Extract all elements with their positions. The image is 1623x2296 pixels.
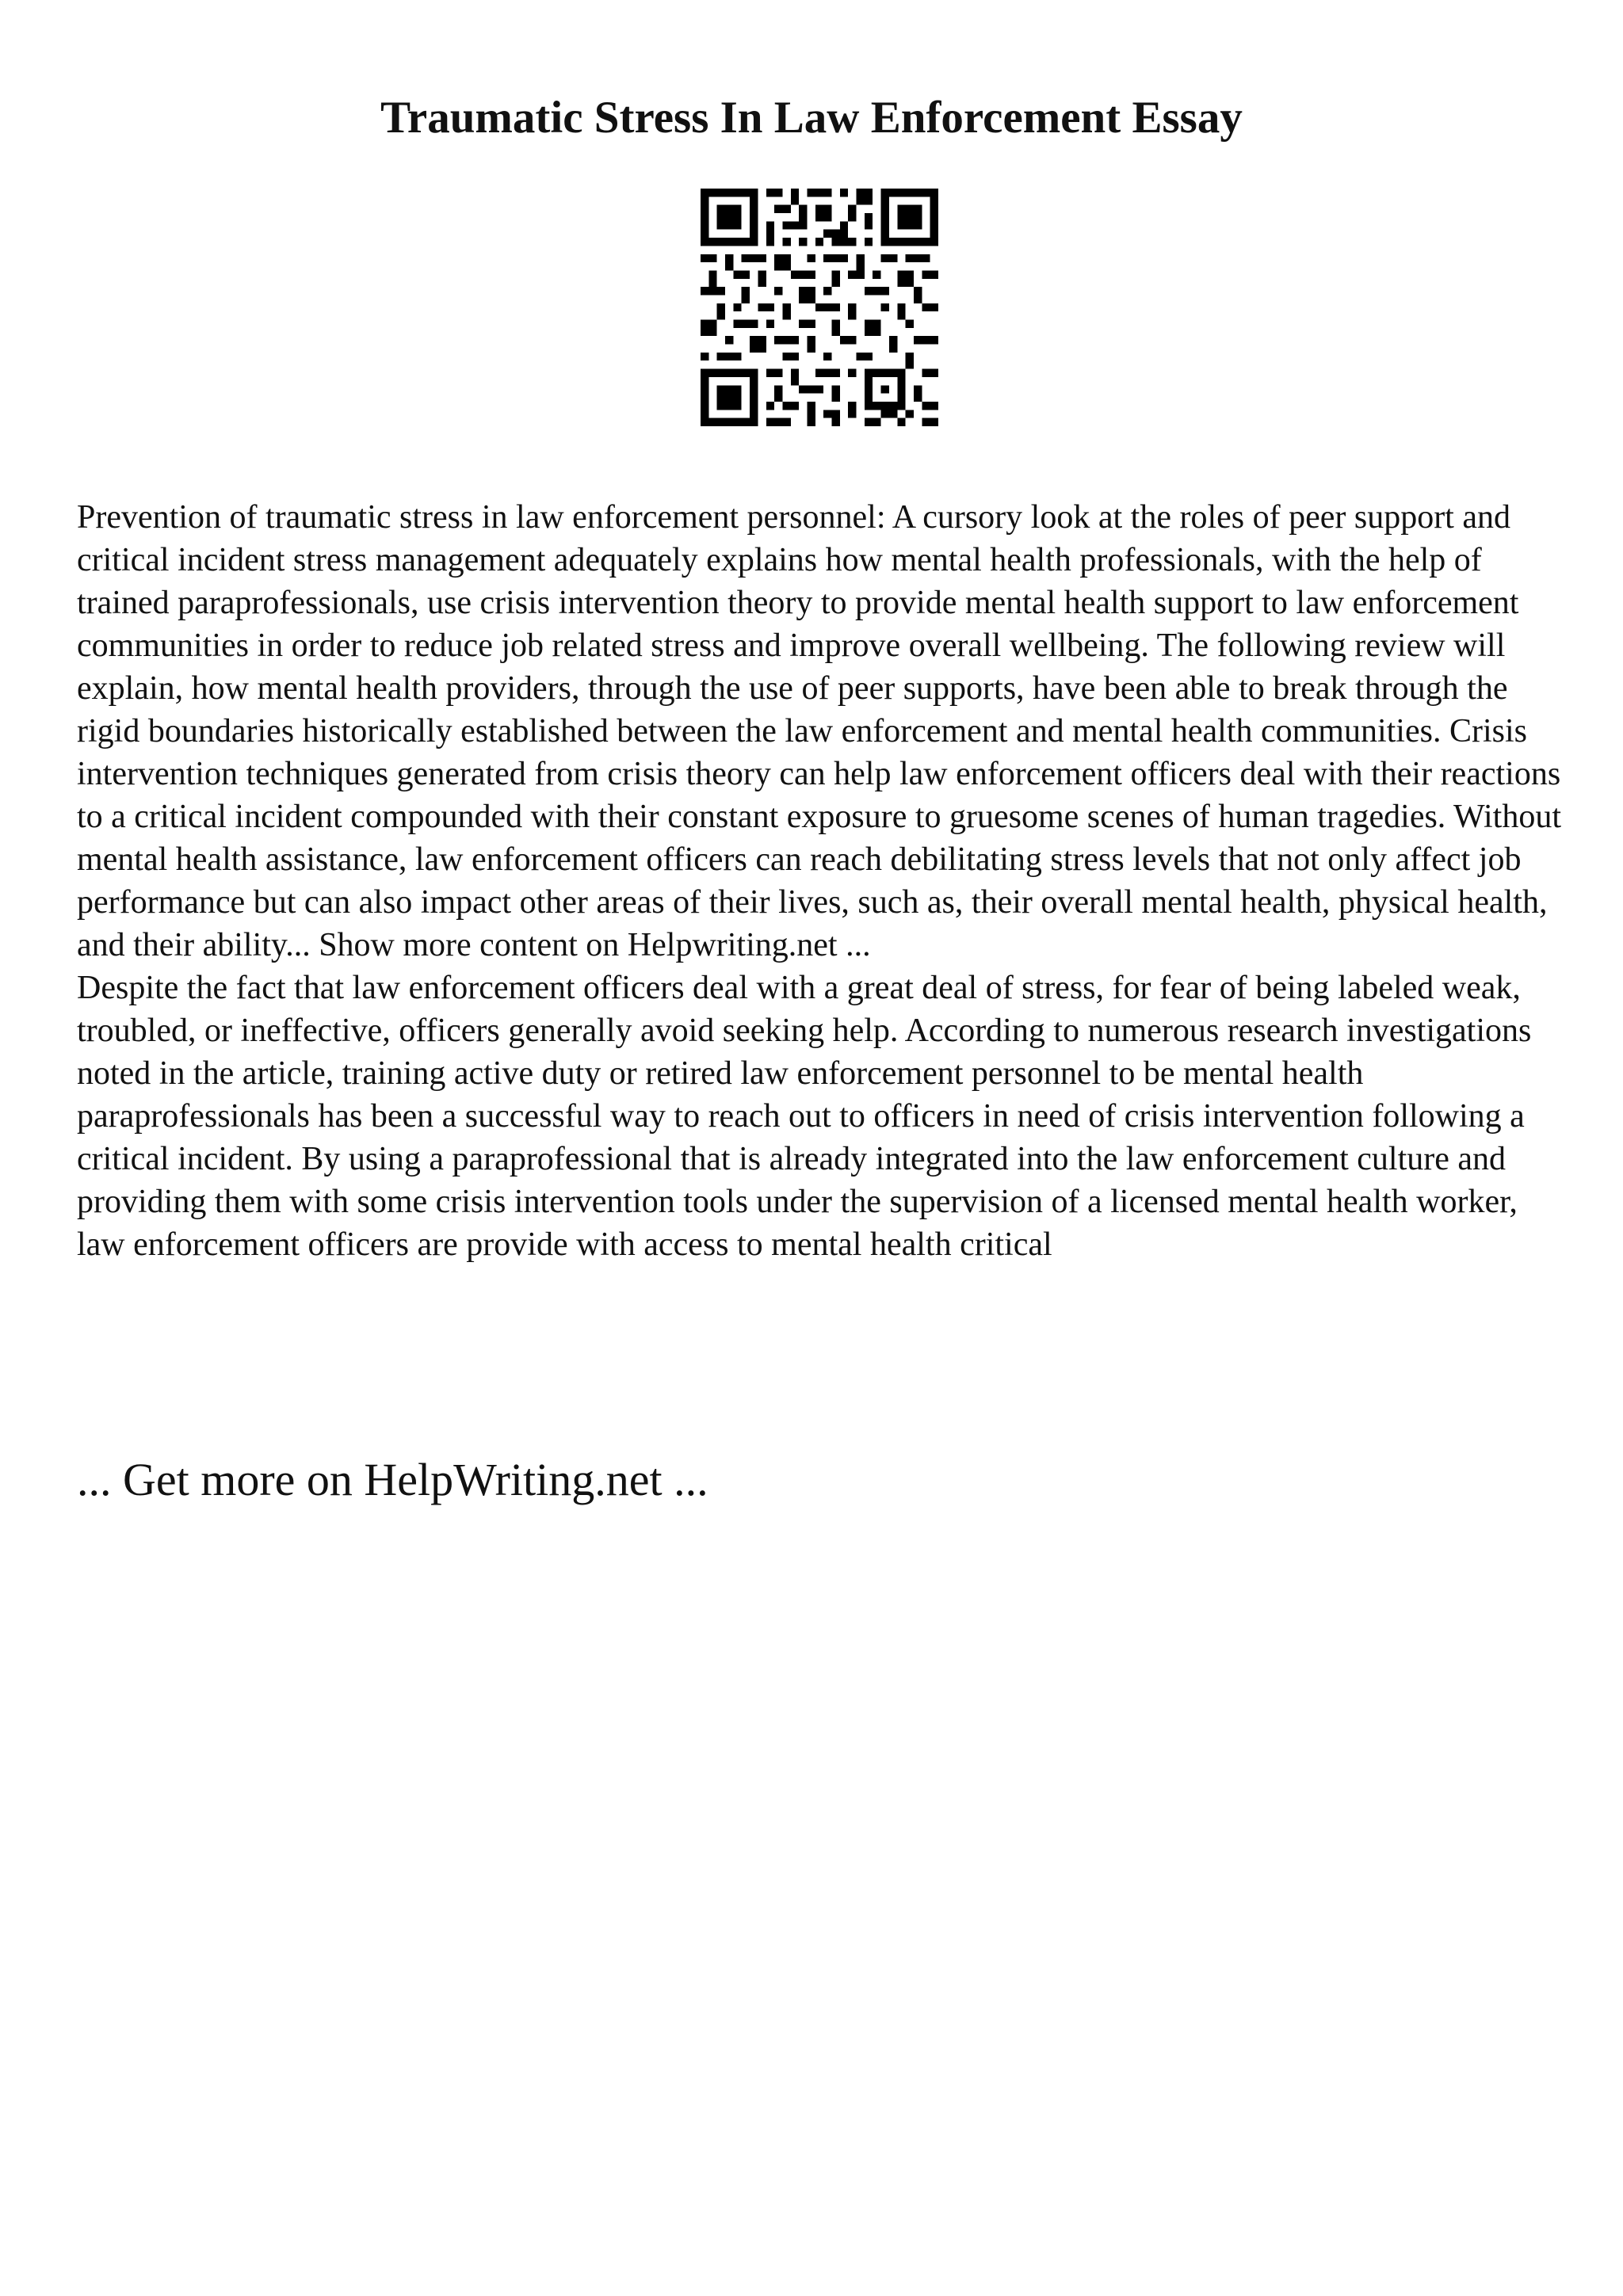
- essay-body: [77, 496, 1567, 1266]
- paragraph-1: Prevention of traumatic stress in law enforcement personnel: A cursory look at the roles of peer support and critical incident stress management adequately explains how mental health professionals, with the help of trained paraprofessionals, use crisis intervention theory to provide mental health support to law enforcement communities in order to reduce job related stress and improve overall wellbeing. The following review will explain, how mental health providers, through the use of peer supports, have been able to break through the rigid boundaries historically established between the law enforcement and mental health communities. Crisis intervention techniques generated from crisis theory can help law enforcement officers deal with their reactions to a critical incident compounded with their constant exposure to gruesome scenes of human tragedies. Without mental health assistance, law enforcement officers can reach debilitating stress levels that not only affect job performance but can also impact other areas of their lives, such as, their overall mental health, physical health, and their ability... Show more content on Helpwriting.net ...: [77, 499, 1562, 963]
- paragraph-2: Despite the fact that law enforcement officers deal with a great deal of stress, for fear of being labeled weak, troubled, or ineffective, officers generally avoid seeking help. According to numerous research investigations noted in the article, training active duty or retired law enforcement personnel to be mental health paraprofessionals has been a successful way to reach out to officers in need of crisis intervention following a critical incident. By using a paraprofessional that is already integrated into the law enforcement culture and providing them with some crisis intervention tools under the supervision of a licensed mental health worker, law enforcement officers are provide with access to mental health critical: [77, 970, 1532, 1263]
- qr-code-icon[interactable]: [701, 189, 938, 426]
- get-more-link[interactable]: ... Get more on HelpWriting.net ...: [77, 1454, 708, 1505]
- page-title: Traumatic Stress In Law Enforcement Essay: [380, 93, 1243, 143]
